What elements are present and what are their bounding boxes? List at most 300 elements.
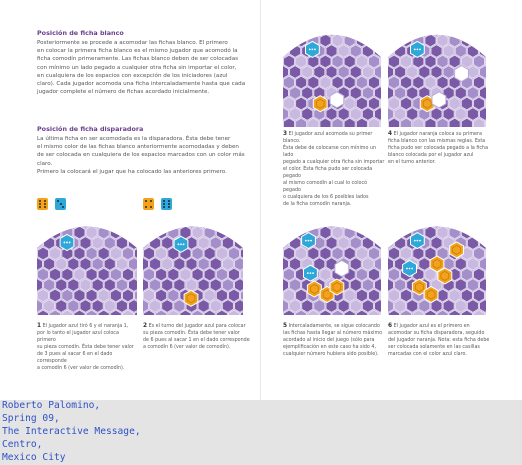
board-hex-cell — [362, 30, 373, 36]
board-hex-cell — [320, 34, 331, 47]
board-hex-cell — [38, 226, 49, 239]
board-hex-cell — [168, 268, 179, 281]
token-pip — [406, 268, 408, 270]
board-hex-cell — [314, 66, 325, 79]
board-hex-cell — [425, 76, 436, 89]
board-hex-cell — [44, 237, 55, 250]
board-hex-cell — [401, 289, 412, 302]
board-hex-cell — [86, 247, 97, 260]
board-hex-cell — [162, 237, 173, 250]
board-hex-cell — [62, 289, 73, 302]
token-pip — [305, 240, 307, 242]
token-pip — [66, 242, 68, 244]
board-hex-cell — [362, 258, 373, 271]
board-hex-cell — [210, 279, 221, 292]
token-pip — [417, 240, 419, 242]
board-hex-cell — [162, 300, 173, 313]
board-hex-cell — [401, 76, 412, 89]
board-hex-cell — [443, 300, 454, 313]
board-hex-cell — [344, 55, 355, 68]
board-hex-cell — [395, 108, 406, 121]
board-hex-cell — [467, 222, 478, 228]
blue-die — [55, 198, 66, 210]
board-hex-cell — [68, 279, 79, 292]
board-hex-cell — [92, 237, 103, 250]
board-hex-cell — [350, 45, 361, 58]
board-hex-cell — [338, 237, 349, 250]
board-hex-cell — [283, 30, 289, 36]
orange-die — [143, 198, 154, 210]
orange-token — [424, 287, 438, 303]
board-hex-cell — [455, 258, 466, 271]
board-hex-cell — [362, 66, 373, 79]
board-hex-cell — [296, 34, 307, 47]
board-hex-cell — [150, 222, 161, 228]
board-hex-cell — [44, 279, 55, 292]
board-hex-cell — [216, 247, 227, 260]
blue-die — [161, 198, 172, 210]
board-hex-cell — [296, 247, 307, 260]
step-number: 1 — [37, 323, 42, 329]
board-hex-cell — [116, 258, 127, 271]
board-hex-cell — [122, 247, 133, 260]
board-hex-cell — [395, 222, 406, 228]
board-hex-cell — [437, 226, 448, 239]
token-pip — [310, 240, 312, 242]
board-hex-cell — [68, 258, 79, 271]
board-hex-cell — [284, 289, 295, 302]
token-pip — [419, 49, 421, 51]
board-hex-cell — [50, 247, 61, 260]
body-line: claro). Cada jugador acomoda una ficha intercaladamente hasta que cada — [37, 81, 246, 88]
board-hex-cell — [104, 222, 115, 228]
board-hex-cell — [449, 55, 460, 68]
board-hex-cell — [74, 289, 85, 302]
token-pip — [417, 49, 419, 51]
orange-token — [330, 279, 344, 295]
board-hex-cell — [122, 289, 133, 302]
board-hex-cell — [296, 55, 307, 68]
board-hex-cell — [437, 76, 448, 89]
board-hex-cell — [389, 34, 400, 47]
section-body-white-piece — [37, 39, 250, 96]
white-token — [432, 92, 446, 108]
board-hex-cell — [235, 222, 244, 228]
board-hex-cell — [302, 300, 313, 313]
board-hex-cell — [473, 289, 484, 302]
board-hex-cell — [338, 45, 349, 58]
board-hex-cell — [290, 279, 301, 292]
board-hex-cell — [174, 300, 185, 313]
board-hex-cell — [210, 237, 221, 250]
board-hex-cell — [86, 289, 97, 302]
caption-step-6: 6 El jugador azul es el primero en acomodar su ficha disparadora, seguido del jugador naranja. Nota: esta ficha debe ser colocada solamente en las casillas marcadas con el color azul claro. — [388, 323, 490, 357]
board-hex-cell — [222, 222, 233, 228]
board-hex-cell — [344, 34, 355, 47]
board-tiles — [37, 222, 137, 315]
board-hex-cell — [401, 55, 412, 68]
board-hex-cell — [104, 258, 115, 271]
orange-token — [430, 256, 444, 272]
board-hex-cell — [467, 258, 478, 271]
board-hex-cell — [92, 258, 103, 271]
board-hex-cell — [356, 247, 367, 260]
board-hex-cell — [122, 268, 133, 281]
board-hex-cell — [228, 268, 239, 281]
board-hex-cell — [467, 30, 478, 36]
board-hex-cell — [389, 268, 400, 281]
board-hex-cell — [401, 34, 412, 47]
board-hex-cell — [395, 279, 406, 292]
board-hex-cell — [104, 300, 115, 313]
board-hex-cell — [216, 268, 227, 281]
board-hex-cell — [92, 300, 103, 313]
board-hex-cell — [443, 108, 454, 121]
board-hex-cell — [467, 87, 478, 100]
board-hex-cell — [356, 34, 367, 47]
white-token — [330, 92, 344, 108]
step-number: 5 — [283, 323, 288, 329]
board-hex-cell — [338, 66, 349, 79]
caption-step-2: 2 Es el turno del jugador azul para colocar su pieza comodín. Ésta debe tener valor de 6 pues al sacar 1 en el dado corresponde a comodín 6 (ver valor de comodín). — [143, 323, 250, 350]
board-hex-cell — [38, 268, 49, 281]
board-hex-cell — [425, 34, 436, 47]
board-hex-cell — [162, 222, 173, 228]
board-hex-cell — [98, 289, 109, 302]
board-hex-cell — [110, 268, 121, 281]
body-line: Primero la colocará el jugar que ha colocado las anteriores primero. — [37, 168, 227, 175]
board-hex-cell — [320, 55, 331, 68]
game-board-step-5 — [283, 222, 381, 315]
board-hex-cell — [356, 226, 367, 239]
board-hex-cell — [150, 258, 161, 271]
board-hex-cell — [350, 66, 361, 79]
board-hex-cell — [320, 268, 331, 281]
board-hex-cell — [338, 300, 349, 313]
board-hex-cell — [143, 222, 149, 228]
board-hex-cell — [449, 97, 460, 110]
board-hex-cell — [80, 279, 91, 292]
board-hex-cell — [368, 97, 379, 110]
board-graphic — [37, 222, 137, 315]
section-title-white-piece: Posición de ficha blanco — [37, 29, 124, 37]
board-hex-cell — [344, 76, 355, 89]
token-pip — [312, 49, 314, 51]
board-hex-cell — [44, 222, 55, 228]
board-hex-cell — [431, 66, 442, 79]
board-hex-cell — [174, 258, 185, 271]
orange-token — [307, 281, 321, 297]
board-hex-cell — [104, 237, 115, 250]
board-hex-cell — [210, 222, 221, 228]
board-hex-cell — [198, 237, 209, 250]
board-hex-cell — [455, 30, 466, 36]
board-hex-cell — [401, 247, 412, 260]
caption-step-5: 5 Intercaladamente, se sigue colocando las fichas hasta llegar al número máximo acordado al inicio del juego (sólo para ejemplificación en este caso ha sido 4, cualquier número hubiera sido posible). — [283, 323, 383, 357]
board-hex-cell — [425, 55, 436, 68]
credit-course-link[interactable]: The Interactive Message, — [2, 426, 141, 437]
board-hex-cell — [110, 289, 121, 302]
game-board-step-1 — [37, 222, 137, 315]
board-hex-cell — [216, 289, 227, 302]
board-hex-cell — [110, 226, 121, 239]
board-hex-cell — [473, 55, 484, 68]
board-hex-cell — [284, 226, 295, 239]
board-hex-cell — [204, 247, 215, 260]
body-line: en cualquiera de los espacios con excepción de los iniciadores (azul — [37, 72, 228, 79]
board-hex-cell — [407, 30, 418, 36]
board-hex-cell — [74, 247, 85, 260]
body-line: el mismo color de las fichas blanco anteriormente acomodadas y deben — [37, 144, 239, 151]
token-pip — [419, 240, 421, 242]
board-hex-cell — [467, 45, 478, 58]
token-pip — [69, 242, 71, 244]
token-pip — [414, 240, 416, 242]
board-hex-cell — [395, 87, 406, 100]
board-hex-cell — [389, 247, 400, 260]
step-number: 4 — [388, 131, 393, 137]
board-hex-cell — [320, 226, 331, 239]
board-hex-cell — [443, 45, 454, 58]
token-pip — [178, 243, 180, 245]
board-hex-cell — [455, 45, 466, 58]
board-hex-cell — [368, 289, 379, 302]
board-hex-cell — [332, 226, 343, 239]
credit-author-link[interactable]: Roberto Palomino, — [2, 400, 101, 411]
board-tiles — [388, 30, 486, 127]
board-hex-cell — [455, 222, 466, 228]
board-hex-cell — [368, 268, 379, 281]
board-hex-cell — [473, 34, 484, 47]
board-hex-cell — [296, 76, 307, 89]
board-hex-cell — [290, 300, 301, 313]
board-hex-cell — [389, 55, 400, 68]
board-hex-cell — [461, 226, 472, 239]
board-hex-cell — [413, 247, 424, 260]
board-hex-cell — [290, 45, 301, 58]
board-hex-cell — [368, 55, 379, 68]
board-hex-cell — [302, 66, 313, 79]
caption-step-3: 3 El jugador azul acomoda su primer blanco. Ésta debe de colocarse con mínimo un lado pegado a cualquier otra ficha sin importar el color. Esta ficha pudo ser colocada pegado al mismo comodín al cual lo colocó pegado o cualquiera de los 6 posibles lados de la ficha comodín naranja. — [283, 131, 385, 207]
credit-caption-bar — [0, 400, 522, 465]
board-hex-cell — [314, 30, 325, 36]
orange-token — [184, 290, 198, 306]
board-hex-cell — [204, 268, 215, 281]
token-pip — [409, 268, 411, 270]
board-hex-cell — [326, 237, 337, 250]
board-hex-cell — [326, 108, 337, 121]
board-hex-cell — [455, 300, 466, 313]
board-hex-cell — [389, 97, 400, 110]
board-hex-cell — [407, 300, 418, 313]
board-hex-cell — [308, 247, 319, 260]
board-hex-cell — [284, 247, 295, 260]
board-hex-cell — [144, 226, 155, 239]
board-hex-cell — [222, 258, 233, 271]
credit-city-link[interactable]: Mexico City — [2, 452, 66, 463]
body-line: jugador complete el número de fichas acordado inicialmente. — [37, 89, 210, 96]
board-hex-cell — [395, 300, 406, 313]
board-hex-cell — [455, 87, 466, 100]
board-hex-cell — [150, 279, 161, 292]
board-hex-cell — [56, 222, 67, 228]
board-hex-cell — [431, 45, 442, 58]
board-hex-cell — [407, 87, 418, 100]
board-hex-cell — [314, 300, 325, 313]
board-hex-cell — [332, 247, 343, 260]
board-hex-cell — [449, 226, 460, 239]
token-pip — [310, 272, 312, 274]
board-hex-cell — [308, 76, 319, 89]
board-hex-cell — [338, 108, 349, 121]
board-hex-cell — [44, 258, 55, 271]
board-hex-cell — [174, 279, 185, 292]
board-hex-cell — [368, 34, 379, 47]
board-hex-cell — [92, 279, 103, 292]
board-hex-cell — [144, 247, 155, 260]
board-hex-cell — [449, 34, 460, 47]
board-hex-cell — [407, 222, 418, 228]
body-line: La última ficha en ser acomodada es la disparadora. Ésta debe tener — [37, 136, 231, 142]
board-hex-cell — [296, 289, 307, 302]
board-hex-cell — [302, 30, 313, 36]
step-number: 2 — [143, 323, 148, 329]
board-hex-cell — [362, 300, 373, 313]
board-hex-cell — [461, 97, 472, 110]
game-board-step-2 — [143, 222, 243, 315]
board-hex-cell — [320, 247, 331, 260]
board-hex-cell — [368, 76, 379, 89]
board-hex-cell — [467, 108, 478, 121]
caption-step-4: 4 El jugador naranja coloca su primera ficha blanco con las mismas reglas. Esta ficha pudo ser colocada pegado a la ficha blanco colocada por el jugador azul en el turno anterior. — [388, 131, 489, 165]
board-hex-cell — [473, 226, 484, 239]
board-hex-cell — [467, 237, 478, 250]
board-hex-cell — [156, 247, 167, 260]
board-hex-cell — [449, 289, 460, 302]
board-hex-cell — [332, 76, 343, 89]
board-hex-cell — [388, 222, 394, 228]
token-pip — [183, 243, 185, 245]
board-hex-cell — [222, 300, 233, 313]
board-hex-cell — [241, 226, 244, 239]
board-hex-cell — [362, 237, 373, 250]
board-hex-cell — [68, 300, 79, 313]
section-title-trigger-piece: Posición de ficha disparadora — [37, 125, 144, 133]
token-pip — [312, 272, 314, 274]
board-graphic — [388, 30, 486, 127]
board-hex-cell — [290, 30, 301, 36]
body-line: con mínimo un lado pegado a cualquier otra ficha sin importar el color, — [37, 64, 237, 71]
board-hex-cell — [362, 87, 373, 100]
board-hex-cell — [350, 30, 361, 36]
board-hex-cell — [356, 268, 367, 281]
credit-term-link[interactable]: Spring 09, — [2, 413, 60, 424]
board-hex-cell — [192, 226, 203, 239]
board-hex-cell — [473, 268, 484, 281]
board-hex-cell — [344, 97, 355, 110]
board-hex-cell — [461, 34, 472, 47]
body-line: en colocar la primera ficha blanco es el mismo jugador que acomodó la — [37, 48, 238, 55]
board-graphic — [283, 30, 381, 127]
board-hex-cell — [38, 289, 49, 302]
board-hex-cell — [290, 237, 301, 250]
board-hex-cell — [228, 226, 239, 239]
board-hex-cell — [129, 222, 138, 228]
board-hex-cell — [326, 66, 337, 79]
board-hex-cell — [419, 66, 430, 79]
board-hex-cell — [180, 268, 191, 281]
white-token — [455, 66, 469, 82]
board-hex-cell — [480, 30, 487, 36]
token-pip — [64, 242, 66, 244]
board-hex-cell — [80, 258, 91, 271]
board-hex-cell — [302, 87, 313, 100]
board-hex-cell — [356, 55, 367, 68]
board-graphic — [388, 222, 486, 315]
page-gutter — [260, 0, 261, 400]
board-hex-cell — [110, 247, 121, 260]
board-hex-cell — [284, 76, 295, 89]
board-hex-cell — [320, 76, 331, 89]
body-line: de ser colocada en cualquiera de los espacios marcados con un color más claro. — [37, 152, 245, 167]
board-hex-cell — [302, 108, 313, 121]
board-hex-cell — [290, 258, 301, 271]
body-line: Posteriormente se procede a acomodar las fichas blanco. El primero — [37, 40, 228, 46]
board-hex-cell — [473, 76, 484, 89]
board-hex-cell — [116, 222, 127, 228]
board-hex-cell — [210, 258, 221, 271]
token-pip — [314, 49, 316, 51]
board-hex-cell — [116, 300, 127, 313]
board-hex-cell — [290, 66, 301, 79]
board-hex-cell — [192, 268, 203, 281]
board-hex-cell — [356, 97, 367, 110]
board-hex-cell — [389, 76, 400, 89]
board-hex-cell — [284, 268, 295, 281]
credit-school-link[interactable]: Centro, — [2, 439, 43, 450]
board-hex-cell — [395, 66, 406, 79]
board-hex-cell — [375, 222, 382, 228]
board-hex-cell — [389, 226, 400, 239]
board-hex-cell — [228, 289, 239, 302]
board-hex-cell — [156, 268, 167, 281]
board-hex-cell — [150, 237, 161, 250]
game-board-step-3 — [283, 30, 381, 127]
board-hex-cell — [395, 30, 406, 36]
board-hex-cell — [290, 87, 301, 100]
board-hex-cell — [419, 258, 430, 271]
token-pip — [309, 49, 311, 51]
board-hex-cell — [283, 222, 289, 228]
board-hex-cell — [186, 258, 197, 271]
board-hex-cell — [332, 55, 343, 68]
board-hex-cell — [362, 108, 373, 121]
board-hex-cell — [425, 226, 436, 239]
board-hex-cell — [86, 268, 97, 281]
board-hex-cell — [344, 247, 355, 260]
board-hex-cell — [381, 226, 382, 239]
token-pip — [307, 272, 309, 274]
board-hex-cell — [284, 97, 295, 110]
board-hex-cell — [80, 237, 91, 250]
board-hex-cell — [50, 226, 61, 239]
board-hex-cell — [198, 258, 209, 271]
board-hex-cell — [413, 76, 424, 89]
board-hex-cell — [56, 258, 67, 271]
orange-token — [450, 242, 464, 258]
board-hex-cell — [473, 247, 484, 260]
board-hex-cell — [44, 300, 55, 313]
